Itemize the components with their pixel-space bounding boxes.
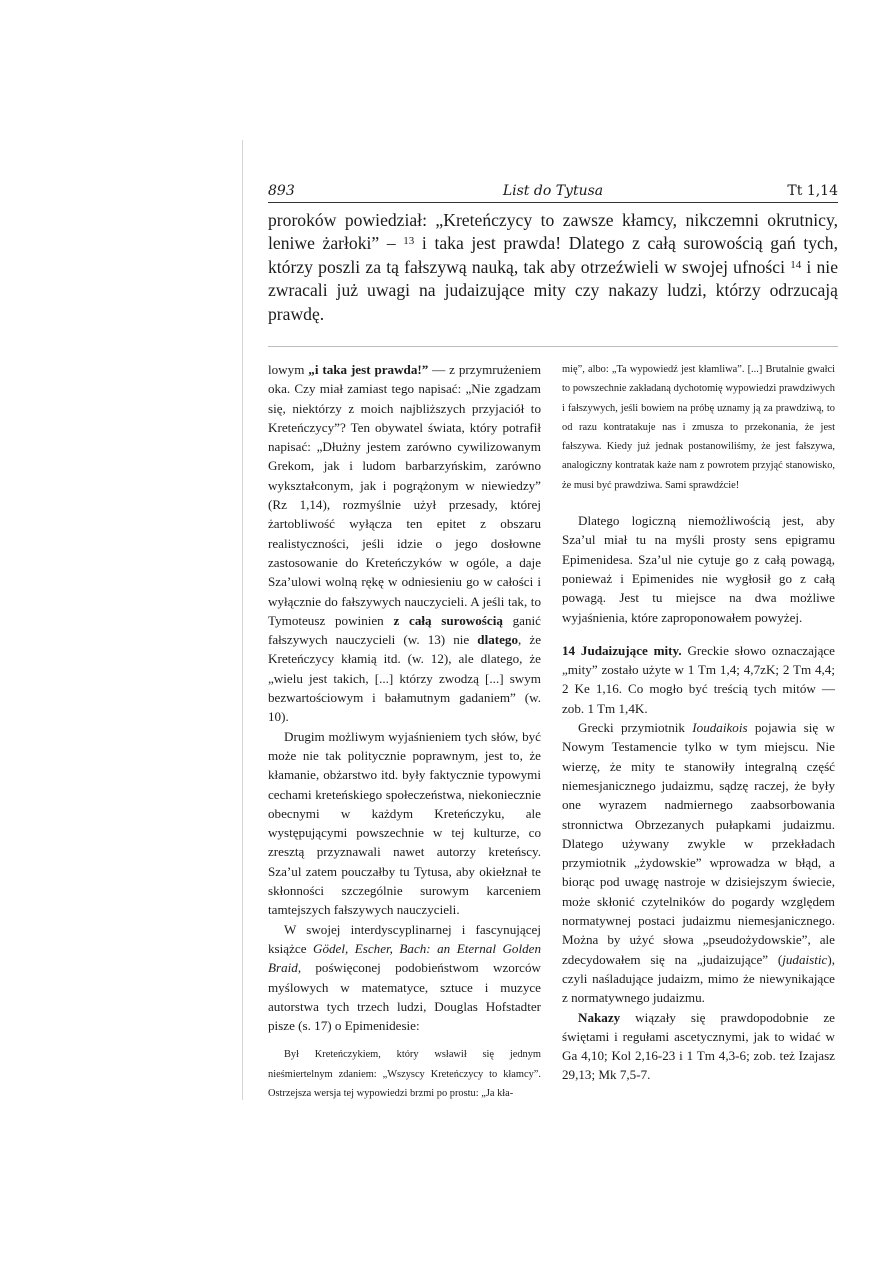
section-separator xyxy=(268,346,838,347)
chapter-reference: Tt 1,14 xyxy=(787,183,838,199)
commentary-paragraph: Dlatego logiczną niemożliwością jest, aby Sza’ul miał tu na myśli prosty sens epigramu Epimenidesa. Sza’ul nie cytuje go z całą powagą, ponieważ i Epimenides nie wygłosił go z całą powagą. Jest tu miejsce na dwa możliwe wyjaśnienia, które zaproponowałem powyżej. xyxy=(562,513,835,625)
block-quote: Był Kreteńczykiem, który wsławił się jednym nieśmiertelnym zdaniem: „Wszyscy Kreteńczycy to kłamcy”. Ostrzejsza wersja tej wypowiedzi brzmi po prostu: „Ja kła- xyxy=(268,1049,541,1100)
text-run: Greckie słowo oznaczające „mity” zostało użyte w 1 Tm 1,4; 4,7zK; 2 Tm 4,4; 2 Ke 1,16. Co mogło być treścią tych mitów — zob. 1 Tm 1,4K. xyxy=(562,642,835,716)
text-run: Grecki przymiotnik xyxy=(578,720,693,736)
verse-commentary xyxy=(562,641,835,718)
text-run: W swojej interdyscyplinarnej i fascynującej książce xyxy=(268,921,541,956)
block-quote-continued: mię”, albo: „Ta wypowiedź jest kłamliwa”. [...] Brutalnie gwałci to powszechnie zakładaną dychotomię wypowiedzi prawdziwych i fałszywych, jeśli bowiem na próbę uznamy ją za prawdziwą, to od razu kontratakuje nas i zmusza to przekonania, że jest fałszywa. Kiedy już jednak postanowiliśmy, że jest fałszywa, analogiczny kontratak każe nam z powrotem przyjąć stanowisko, że musi być prawdziwa. Sami sprawdźcie! xyxy=(562,364,835,491)
text-run: , poświęconej podobieństwom wzorców myślowych w matematyce, sztuce i muzyce autorstwa tych trzech ludzi, Douglas Hofstadter pisze (s. 17) o Epimenidesie: xyxy=(268,960,541,1034)
bold-term: Nakazy xyxy=(578,1009,621,1025)
page-binding-line xyxy=(242,140,243,1100)
greek-term: Ioudaikois xyxy=(692,720,748,736)
verse-label: 14 Judaizujące mity. xyxy=(562,642,682,658)
english-term: judaistic xyxy=(782,951,828,967)
commentary-paragraph xyxy=(268,920,541,1036)
verse-number: 14 xyxy=(790,258,802,271)
commentary-right-column xyxy=(562,360,835,1085)
commentary-paragraph xyxy=(562,1008,835,1085)
text-run: wiązały się prawdopodobnie ze świętami i regułami ascetycznymi, jak to widać w Ga 4,10; Kol 2,16-23 i 1 Tm 4,3-6; zob. też Izajasz 29,13; Mk 7,5-7. xyxy=(562,1009,835,1083)
commentary-paragraph xyxy=(562,718,835,1007)
book-title-italic: Gödel, Escher, Bach: an Eternal Golden Braid xyxy=(268,940,541,976)
commentary-paragraph: Drugim możliwym wyjaśnieniem tych słów, być może nie tak politycznie poprawnym, jest to, że kłamanie, obżarstwo itd. były faktycznie typowymi cechami kreteńskiego społeczeństwa, niekoniecznie obecnymi w każdym Kreteńczyku, ale występującymi powszechnie w tej kulturze, co zresztą przyznawali nawet autorzy kreteńscy. Sza’ul zatem pouczałby tu Tytusa, aby okiełznał te skłonności szczególnie surowym karceniem tamtejszych fałszywych nauczycieli. xyxy=(268,728,541,918)
verse-number: 13 xyxy=(403,235,415,248)
text-run: lowym xyxy=(268,362,309,377)
text-run: — z przymrużeniem oka. Czy miał zamiast tego napisać: „Nie zgadzam się, niektórzy z moich najbliższych przyjaciół to Kreteńczycy”? Ten obywatel świata, który potrafił napisać: „Dłużny jestem zarówno cywilizowanym Grekom, jak i ludom barbarzyńskim, zarówno wykształconym, jak i pogrążonym w niewiedzy” (Rz 1,14), rozmyślnie użył przesady, której żartobliwość wyłącza ten epitet z obszaru realistyczności, jeśli idzie o jego dosłowne zastosowanie do Kreteńczyków w ogóle, a daje Sza’ulowi wolną rękę w odniesieniu go w całości i wyłącznie do fałszywych nauczycieli. A jeśli tak, to Tymoteusz powinien xyxy=(268,362,542,628)
bold-phrase: z całą surowością xyxy=(393,612,503,628)
scripture-part: i nie zwracali już uwagi na judaizujące mity czy nakazy ludzi, którzy odrzucają prawdę. xyxy=(268,256,839,324)
text-run: ), czyli naśladujące judaizm, mimo że niewynikające z normatywnego judaizmu. xyxy=(562,951,835,1006)
text-run: pojawia się w Nowym Testamencie tylko w tym miejscu. Nie wierzę, że mity te stanowiły integralną część niemesjanicznego judaizmu, sądzę raczej, że były one wyrazem nadmiernego zaabsorbowania stronnictwa Obrzezanych pułapkami judaizmu. Dlatego używany zwykle w przekładach przymiotnik „żydowskie” wprowadza w błąd, a biorąc pod uwagę nastroje w dzisiejszym świecie, może skłonić czytelników do pogardy względem normatywnej postaci judaizmu niemesjanicznego. Można by użyć słowa „pseudożydowskie”, ale zdecydowałem się na „judaizujące” ( xyxy=(562,720,835,967)
header-rule xyxy=(268,202,838,203)
scripture-part: proroków powiedział: „Kreteńczycy to zawsze kłamcy, nikczemni okrutnicy, leniwe żarłoki” – xyxy=(268,210,838,254)
text-run: ganić fałszywych nauczycieli (w. 13) nie xyxy=(268,612,541,648)
page-number: 893 xyxy=(268,183,295,199)
bold-phrase: dlatego xyxy=(477,632,519,648)
commentary-paragraph xyxy=(268,360,541,727)
scripture-text xyxy=(268,209,838,326)
commentary-left-column xyxy=(268,360,541,1104)
scripture-part: i taka jest prawda! Dlatego z całą surowością gań tych, którzy poszli za tą fałszywą nauką, tak aby otrzeźwieli w swojej ufności xyxy=(268,233,839,277)
bold-quote: „i taka jest prawda!” xyxy=(308,362,429,377)
text-run: , że Kreteńczycy kłamią itd. (w. 12), ale dlatego, że „wielu jest takich, [...] którzy zwodzą [...] swym bezwartościowym i bałamutnym gadaniem” (w. 10). xyxy=(268,632,542,725)
running-header xyxy=(268,181,838,203)
book-title: List do Tytusa xyxy=(502,183,604,199)
